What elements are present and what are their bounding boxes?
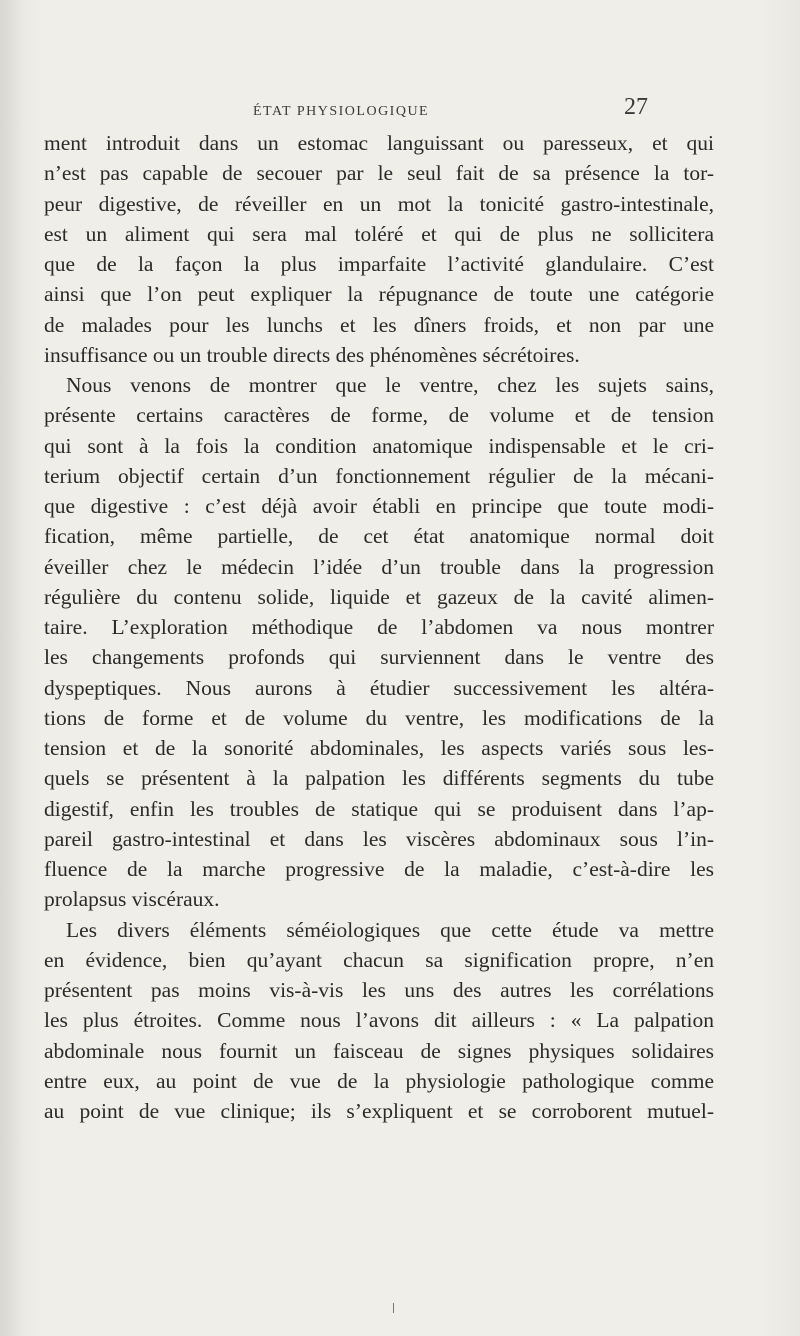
print-mark	[393, 1303, 394, 1313]
page-number: 27	[624, 94, 648, 120]
text-line: présentent pas moins vis-à-vis les uns des autres les corrélations	[44, 978, 714, 1002]
text-line: présente certains caractères de forme, de volume et de tension	[44, 403, 714, 428]
text-line: régulière du contenu solide, liquide et gazeux de la cavité alimen-	[44, 584, 714, 609]
text-line: insuffisance ou un trouble directs des phénomènes sécrétoires.	[44, 342, 580, 367]
text-line: peur digestive, de réveiller en un mot la tonicité gastro-intestinale,	[44, 191, 714, 216]
text-line: fication, même partielle, de cet état anatomique normal doit	[44, 524, 714, 549]
text-line: au point de vue clinique; ils s’expliquent et se corroborent mutuel-	[44, 1099, 714, 1123]
text-line: taire. L’exploration méthodique de l’abdomen va nous montrer	[44, 615, 714, 639]
text-line: tension et de la sonorité abdominales, les aspects variés sous les-	[44, 736, 714, 760]
text-line: est un aliment qui sera mal toléré et qui de plus ne sollicitera	[44, 221, 714, 246]
text-line: en évidence, bien qu’ayant chacun sa signification propre, n’en	[44, 947, 714, 972]
page-gutter-shadow	[0, 0, 22, 1336]
text-line: Nous venons de montrer que le ventre, chez les sujets sains,	[66, 373, 714, 397]
text-line: pareil gastro-intestinal et dans les viscères abdominaux sous l’in-	[44, 826, 714, 851]
text-line: entre eux, au point de vue de la physiologie pathologique comme	[44, 1068, 714, 1093]
text-line: quels se présentent à la palpation les différents segments du tube	[44, 766, 714, 791]
text-line: tions de forme et de volume du ventre, les modifications de la	[44, 705, 714, 730]
text-line: que de la façon la plus imparfaite l’activité glandulaire. C’est	[44, 252, 714, 276]
running-head	[0, 94, 800, 130]
text-line: les changements profonds qui surviennent dans le ventre des	[44, 645, 714, 670]
text-line: les plus étroites. Comme nous l’avons dit ailleurs : « La palpation	[44, 1008, 714, 1033]
text-line: de malades pour les lunchs et les dîners froids, et non par une	[44, 312, 714, 337]
text-line: éveiller chez le médecin l’idée d’un trouble dans la progression	[44, 554, 714, 579]
body-text	[44, 128, 714, 1126]
text-line: qui sont à la fois la condition anatomique indispensable et le cri-	[44, 433, 714, 458]
text-line: que digestive : c’est déjà avoir établi en principe que toute modi-	[44, 494, 714, 518]
text-line: prolapsus viscéraux.	[44, 887, 220, 912]
text-line: dyspeptiques. Nous aurons à étudier successivement les altéra-	[44, 675, 714, 700]
text-line: terium objectif certain d’un fonctionnement régulier de la mécani-	[44, 463, 714, 488]
text-line: Les divers éléments séméiologiques que cette étude va mettre	[66, 917, 714, 942]
text-line: n’est pas capable de secouer par le seul fait de sa présence la tor-	[44, 161, 714, 186]
running-head-title: ÉTAT PHYSIOLOGIQUE	[253, 104, 430, 119]
text-line: ainsi que l’on peut expliquer la répugnance de toute une catégorie	[44, 282, 714, 307]
text-line: ment introduit dans un estomac languissant ou paresseux, et qui	[44, 131, 714, 155]
text-line: fluence de la marche progressive de la maladie, c’est-à-dire les	[44, 857, 714, 881]
text-line: digestif, enfin les troubles de statique qui se produisent dans l’ap-	[44, 796, 714, 821]
text-line: abdominale nous fournit un faisceau de signes physiques solidaires	[44, 1038, 714, 1063]
